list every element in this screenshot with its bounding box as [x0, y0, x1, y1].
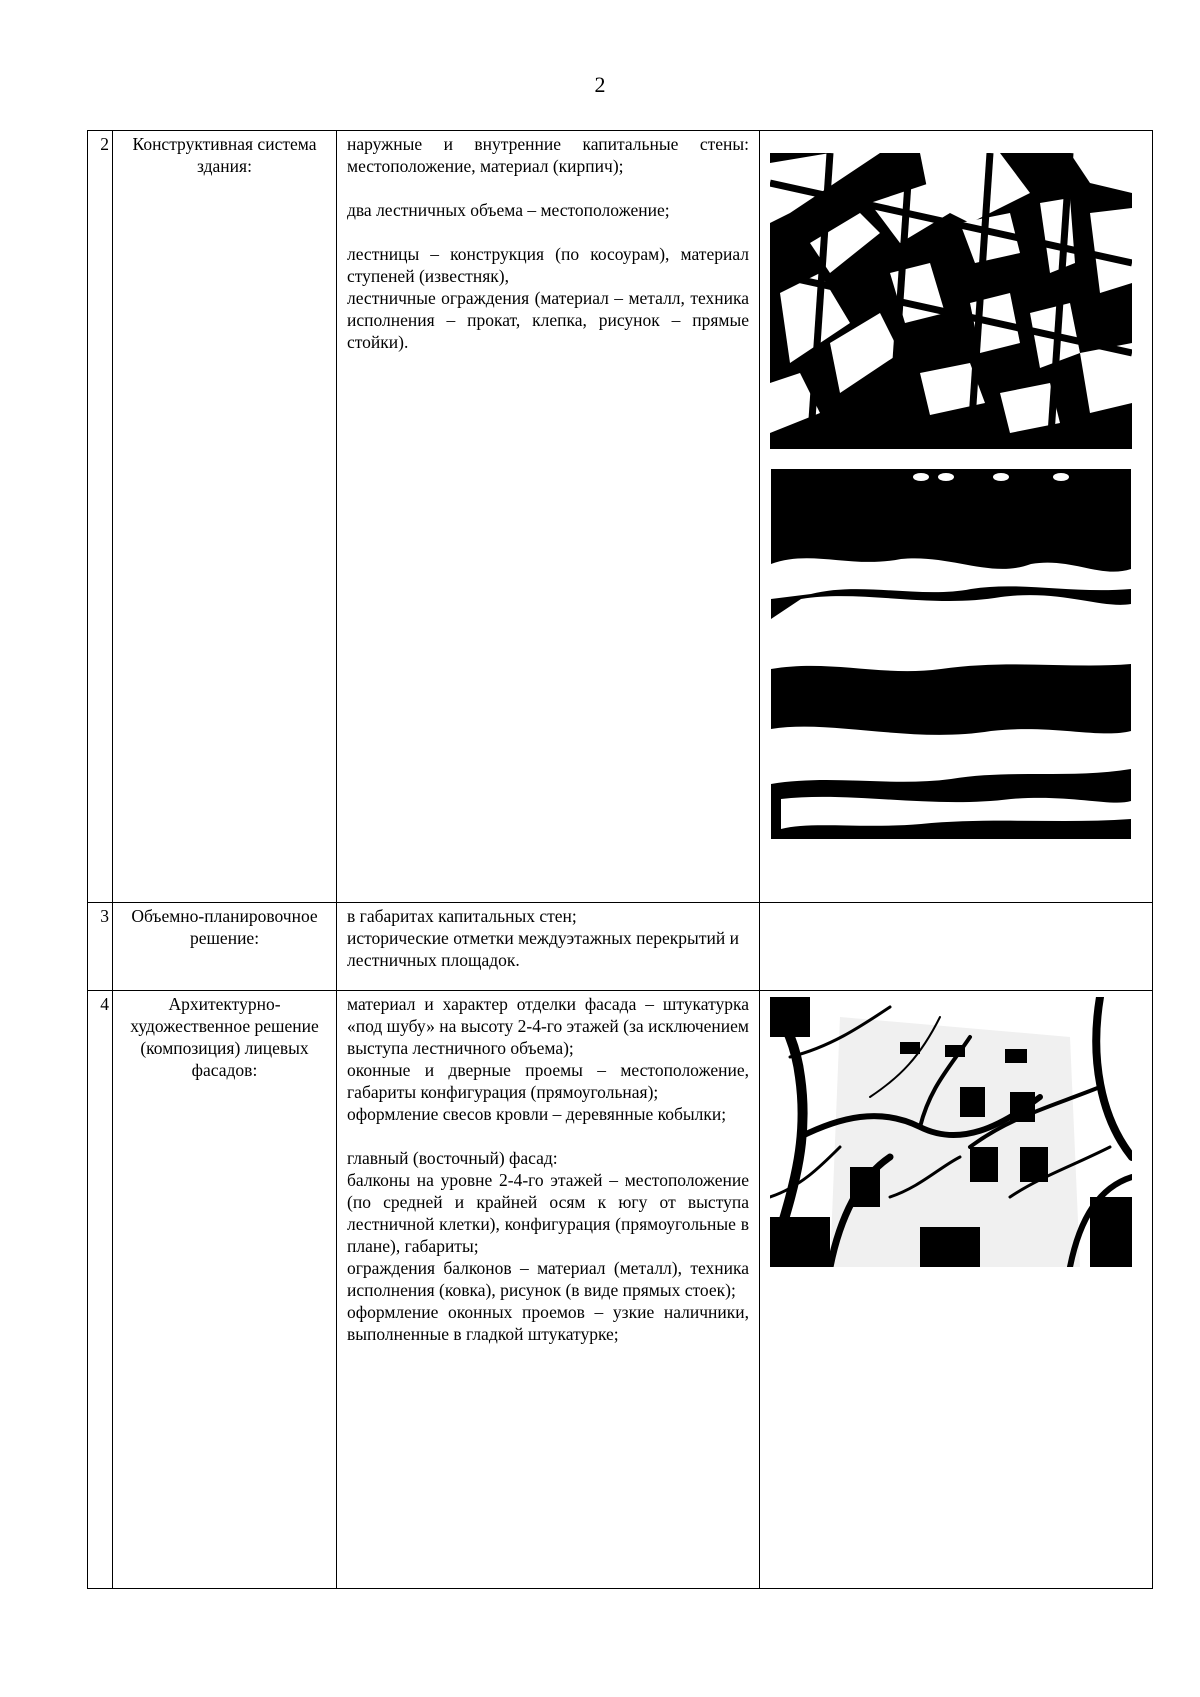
- description-paragraph: материал и характер отделки фасада – штукатурка «под шубу» на высоту 2-4-го этажей (за исключением выступа лестничного объема);: [347, 994, 749, 1058]
- row-description: [337, 131, 760, 903]
- description-paragraph: оконные и дверные проемы – местоположение, габариты конфигурация (прямоугольная);: [347, 1060, 749, 1102]
- description-paragraph: исторические отметки междуэтажных перекрытий и лестничных площадок.: [347, 928, 739, 970]
- row-title: Объемно-планировочное решение:: [113, 903, 337, 991]
- description-paragraph: наружные и внутренние капитальные стены: местоположение, материал (кирпич);: [347, 134, 749, 176]
- page-number: 2: [594, 72, 606, 97]
- description-paragraph: лестничные ограждения (материал – металл, техника исполнения – прокат, клепка, рисунок – прямые стойки).: [347, 288, 749, 352]
- photo-cell: [760, 903, 1153, 991]
- facade-photo: [770, 997, 1132, 1267]
- row-title: Архитектурно-художественное решение (композиция) лицевых фасадов:: [113, 991, 337, 1589]
- row-description: [337, 991, 760, 1589]
- stair-steps-photo: [771, 469, 1131, 839]
- row-description: [337, 903, 760, 991]
- description-paragraph: два лестничных объема – местоположение;: [347, 200, 670, 220]
- table-row: [88, 131, 1153, 903]
- photo-cell: [760, 131, 1153, 903]
- description-paragraph: в габаритах капитальных стен;: [347, 906, 577, 926]
- row-number: 4: [88, 991, 113, 1589]
- table-row: [88, 991, 1153, 1589]
- photo-cell: [760, 991, 1153, 1589]
- description-paragraph: оформление оконных проемов – узкие наличники, выполненные в гладкой штукатурке;: [347, 1302, 749, 1344]
- subject-of-protection-table: [87, 130, 1153, 1589]
- description-paragraph: главный (восточный) фасад:: [347, 1148, 558, 1168]
- description-paragraph: оформление свесов кровли – деревянные кобылки;: [347, 1104, 727, 1124]
- staircase-photo: [770, 153, 1132, 449]
- description-paragraph: балконы на уровне 2-4-го этажей – местоположение (по средней и крайней осям к югу от выступа лестничной клетки), конфигурация (прямоугольные в плане), габариты;: [347, 1170, 749, 1256]
- row-number: 2: [88, 131, 113, 903]
- row-title: Конструктивная система здания:: [113, 131, 337, 903]
- description-paragraph: лестницы – конструкция (по косоурам), материал ступеней (известняк),: [347, 244, 749, 286]
- table-row: [88, 903, 1153, 991]
- row-number: 3: [88, 903, 113, 991]
- description-paragraph: ограждения балконов – материал (металл), техника исполнения (ковка), рисунок (в виде прямых стоек);: [347, 1258, 749, 1300]
